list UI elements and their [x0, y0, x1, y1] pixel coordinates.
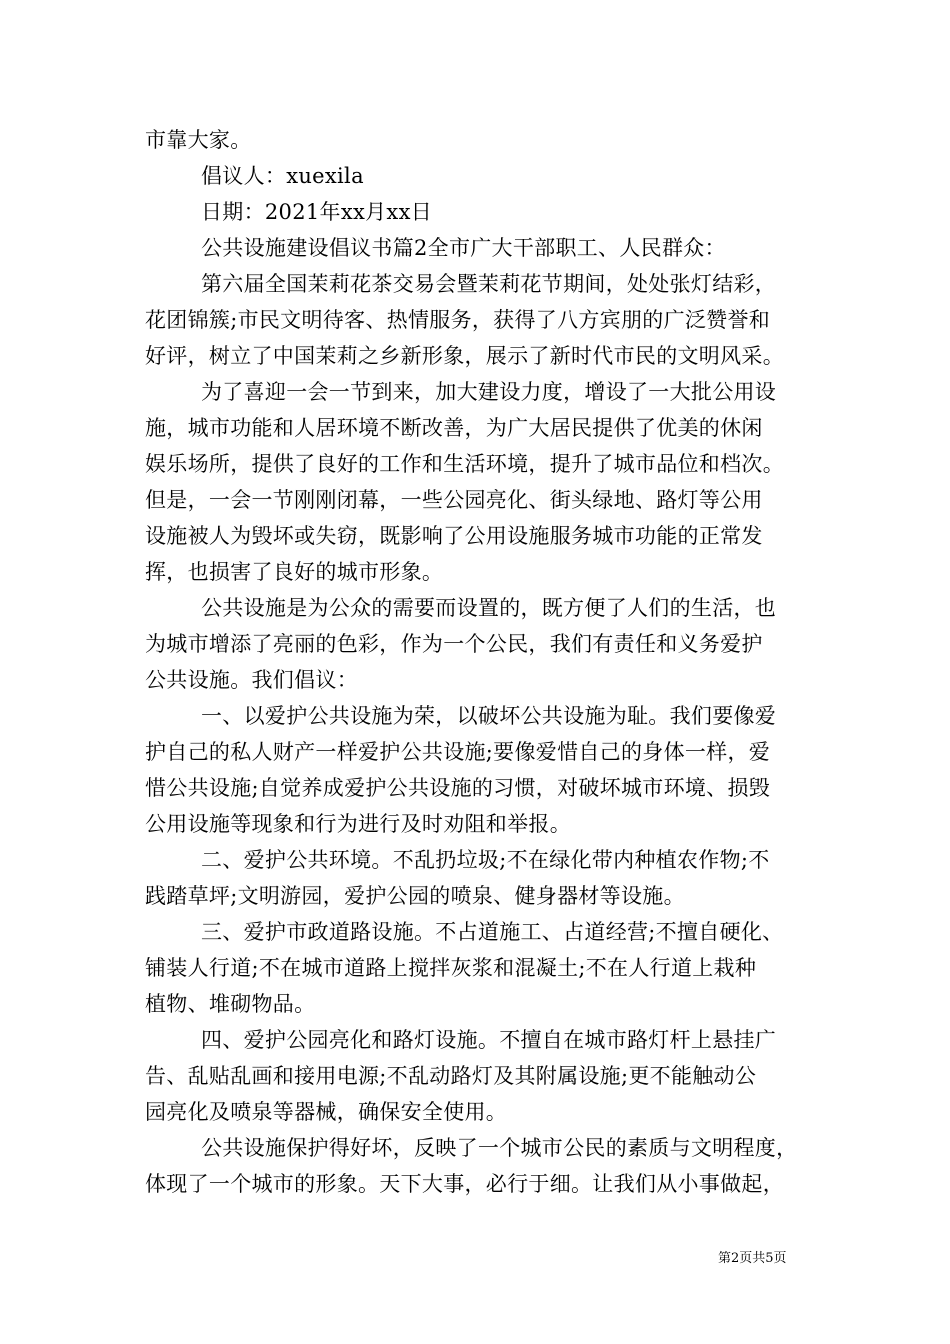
text-line: 公共设施保护得好坏，反映了一个城市公民的素质与文明程度， — [201, 1136, 798, 1160]
text-line: 为了喜迎一会一节到来，加大建设力度，增设了一大批公用设 — [201, 380, 777, 404]
text-line: 践踏草坪;文明游园，爱护公园的喷泉、健身器材等设施。 — [145, 884, 685, 908]
page-number: 第2页共5页 — [718, 1251, 787, 1266]
text-line: 三、爱护市政道路设施。不占道施工、占道经营;不擅自硬化、 — [201, 920, 784, 944]
text-line: 为城市增添了亮丽的色彩，作为一个公民，我们有责任和义务爱护 — [145, 632, 763, 656]
text-line: 好评，树立了中国茉莉之乡新形象，展示了新时代市民的文明风采。 — [145, 344, 784, 368]
text-line: 铺装人行道;不在城市道路上搅拌灰浆和混凝土;不在人行道上栽种 — [145, 956, 757, 980]
proposer-line: 倡议人：xuexila — [201, 164, 364, 188]
text-line: 公共设施是为公众的需要而设置的，既方便了人们的生活，也 — [201, 596, 777, 620]
text-line: 护自己的私人财产一样爱护公共设施;要像爱惜自己的身体一样，爱 — [145, 740, 771, 764]
text-line: 施，城市功能和人居环境不断改善，为广大居民提供了优美的休闲 — [145, 416, 763, 440]
text-line: 花团锦簇;市民文明待客、热情服务，获得了八方宾朋的广泛赞誉和 — [145, 308, 771, 332]
text-line: 娱乐场所，提供了良好的工作和生活环境，提升了城市品位和档次。 — [145, 452, 784, 476]
text-line: 园亮化及喷泉等器械，确保安全使用。 — [145, 1100, 508, 1124]
text-line: 设施被人为毁坏或失窃，既影响了公用设施服务城市功能的正常发 — [145, 524, 763, 548]
text-line: 第六届全国茉莉花茶交易会暨茉莉花节期间，处处张灯结彩， — [201, 272, 777, 296]
text-line: 四、爱护公园亮化和路灯设施。不擅自在城市路灯杆上悬挂广 — [201, 1028, 777, 1052]
text-line: 惜公共设施;自觉养成爱护公共设施的习惯，对破坏城市环境、损毁 — [145, 776, 771, 800]
text-line: 植物、堆砌物品。 — [145, 992, 316, 1016]
text-line: 市靠大家。 — [145, 128, 252, 152]
date-line: 日期：2021年xx月xx日 — [201, 200, 433, 224]
text-line: 挥，也损害了良好的城市形象。 — [145, 560, 444, 584]
text-line: 但是，一会一节刚刚闭幕，一些公园亮化、街头绿地、路灯等公用 — [145, 488, 763, 512]
text-line: 公共设施。我们倡议： — [145, 668, 358, 692]
text-line: 二、爱护公共环境。不乱扔垃圾;不在绿化带内种植农作物;不 — [201, 848, 770, 872]
text-line: 公用设施等现象和行为进行及时劝阻和举报。 — [145, 812, 571, 836]
text-line: 体现了一个城市的形象。天下大事，必行于细。让我们从小事做起， — [145, 1172, 784, 1196]
text-line: 告、乱贴乱画和接用电源;不乱动路灯及其附属设施;更不能触动公 — [145, 1064, 757, 1088]
section-heading: 公共设施建设倡议书篇2全市广大干部职工、人民群众： — [201, 236, 726, 260]
text-line: 一、以爱护公共设施为荣，以破坏公共设施为耻。我们要像爱 — [201, 704, 777, 728]
